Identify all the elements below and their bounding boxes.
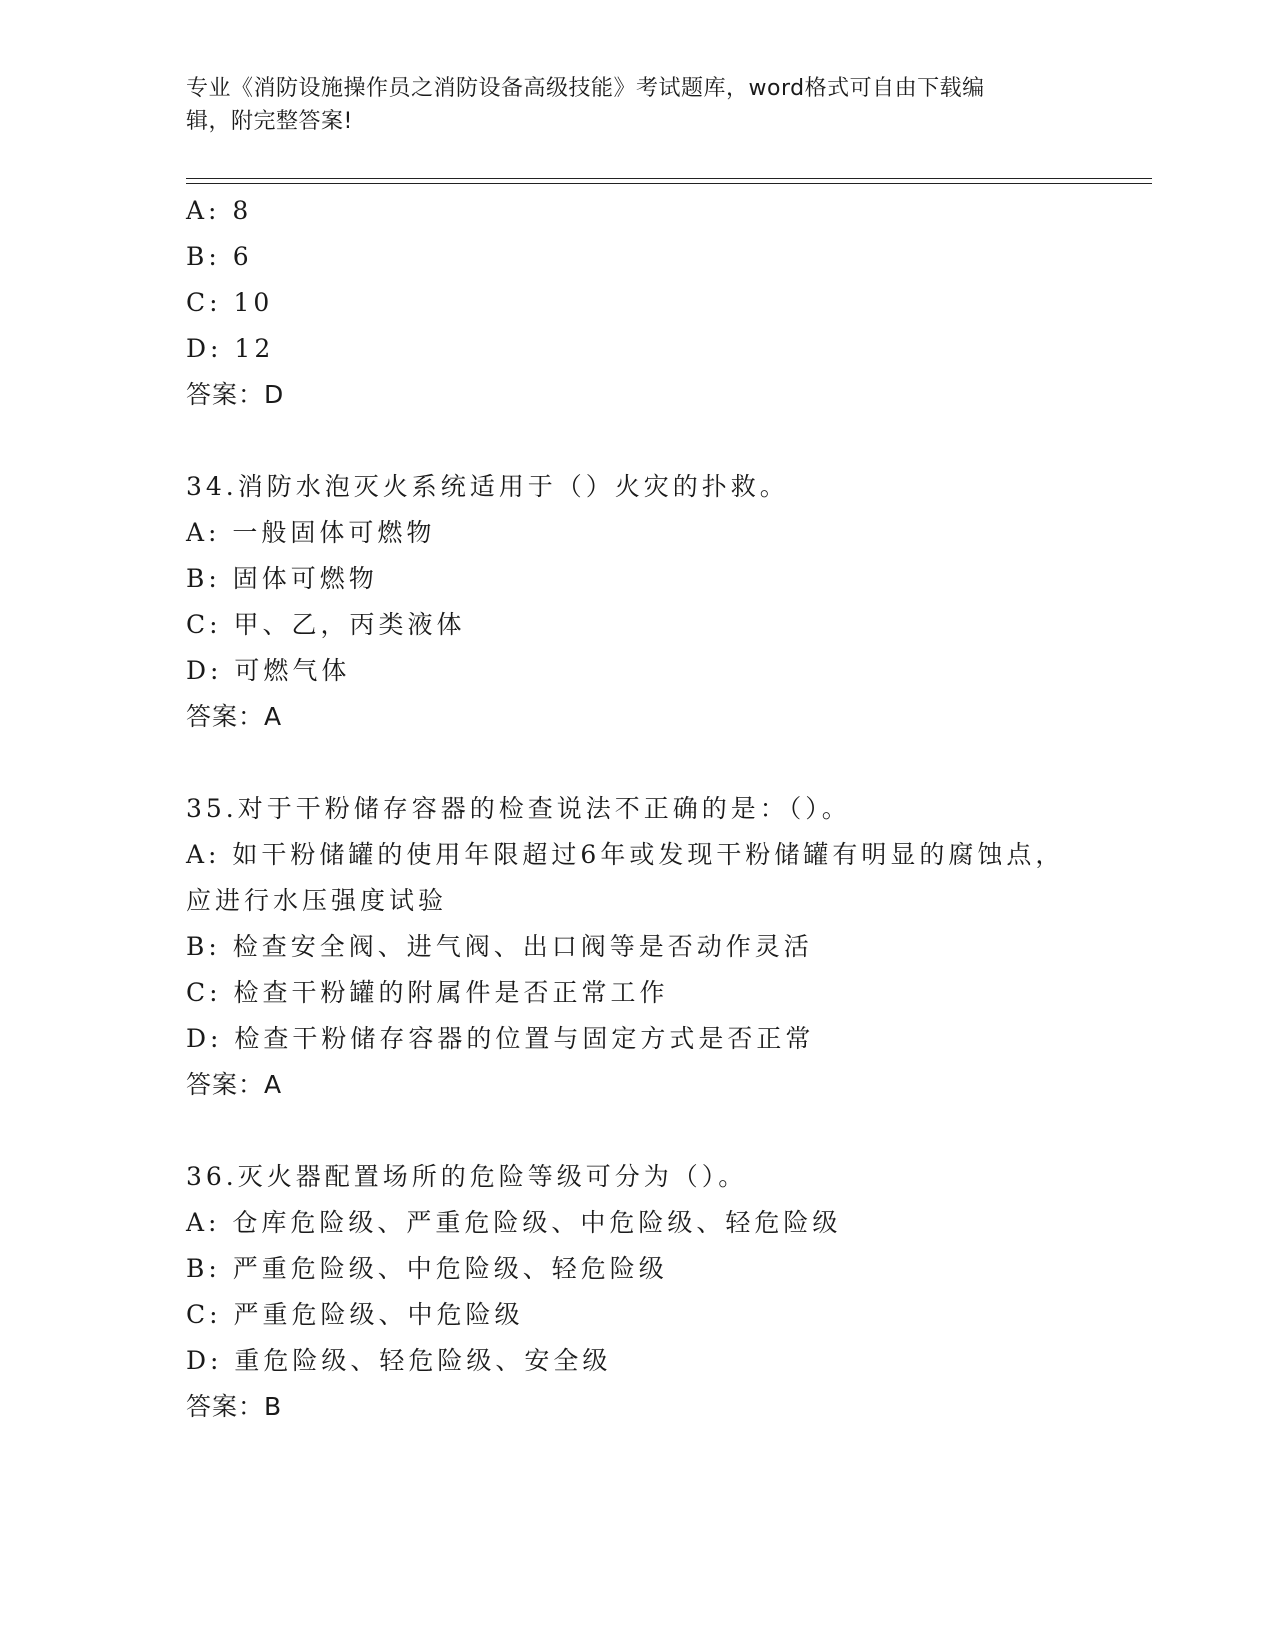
document-header xyxy=(186,72,1066,138)
answer-line: 答案：B xyxy=(186,1392,283,1421)
question-content xyxy=(186,188,1106,1430)
option-d: D: 12 xyxy=(186,334,275,363)
header-line-1: 专业《消防设施操作员之消防设备高级技能》考试题库，word格式可自由下载编 xyxy=(186,76,985,101)
spacer xyxy=(186,418,1106,464)
answer-line: 答案：A xyxy=(186,702,283,731)
option-a: A: 如干粉储罐的使用年限超过6年或发现干粉储罐有明显的腐蚀点， xyxy=(186,840,1065,869)
answer-line: 答案：A xyxy=(186,1070,283,1099)
question-stem: 34.消防水泡灭火系统适用于（）火灾的扑救。 xyxy=(186,472,789,501)
option-c: C: 甲、乙，丙类液体 xyxy=(186,610,466,639)
option-b: B: 6 xyxy=(186,242,253,271)
spacer xyxy=(186,1108,1106,1154)
option-c: C: 严重危险级、中危险级 xyxy=(186,1300,524,1329)
option-b: B: 固体可燃物 xyxy=(186,564,378,593)
option-c: C: 10 xyxy=(186,288,274,317)
question-stem: 36.灭火器配置场所的危险等级可分为（）。 xyxy=(186,1162,748,1191)
option-a: A: 一般固体可燃物 xyxy=(186,518,436,547)
spacer xyxy=(186,740,1106,786)
option-d: D: 重危险级、轻危险级、安全级 xyxy=(186,1346,612,1375)
header-line-2: 辑，附完整答案! xyxy=(186,109,353,134)
header-divider-top xyxy=(186,178,1152,179)
option-a: A: 仓库危险级、严重危险级、中危险级、轻危险级 xyxy=(186,1208,842,1237)
option-b: B: 严重危险级、中危险级、轻危险级 xyxy=(186,1254,668,1283)
option-c: C: 检查干粉罐的附属件是否正常工作 xyxy=(186,978,669,1007)
answer-line: 答案：D xyxy=(186,380,285,409)
option-d: D: 检查干粉储存容器的位置与固定方式是否正常 xyxy=(186,1024,815,1053)
option-a-continued: 应进行水压强度试验 xyxy=(186,886,448,915)
option-b: B: 检查安全阀、进气阀、出口阀等是否动作灵活 xyxy=(186,932,813,961)
header-divider-bottom xyxy=(186,183,1152,184)
option-a: A: 8 xyxy=(186,196,253,225)
question-stem: 35.对于干粉储存容器的检查说法不正确的是：（）。 xyxy=(186,794,851,823)
option-d: D: 可燃气体 xyxy=(186,656,351,685)
